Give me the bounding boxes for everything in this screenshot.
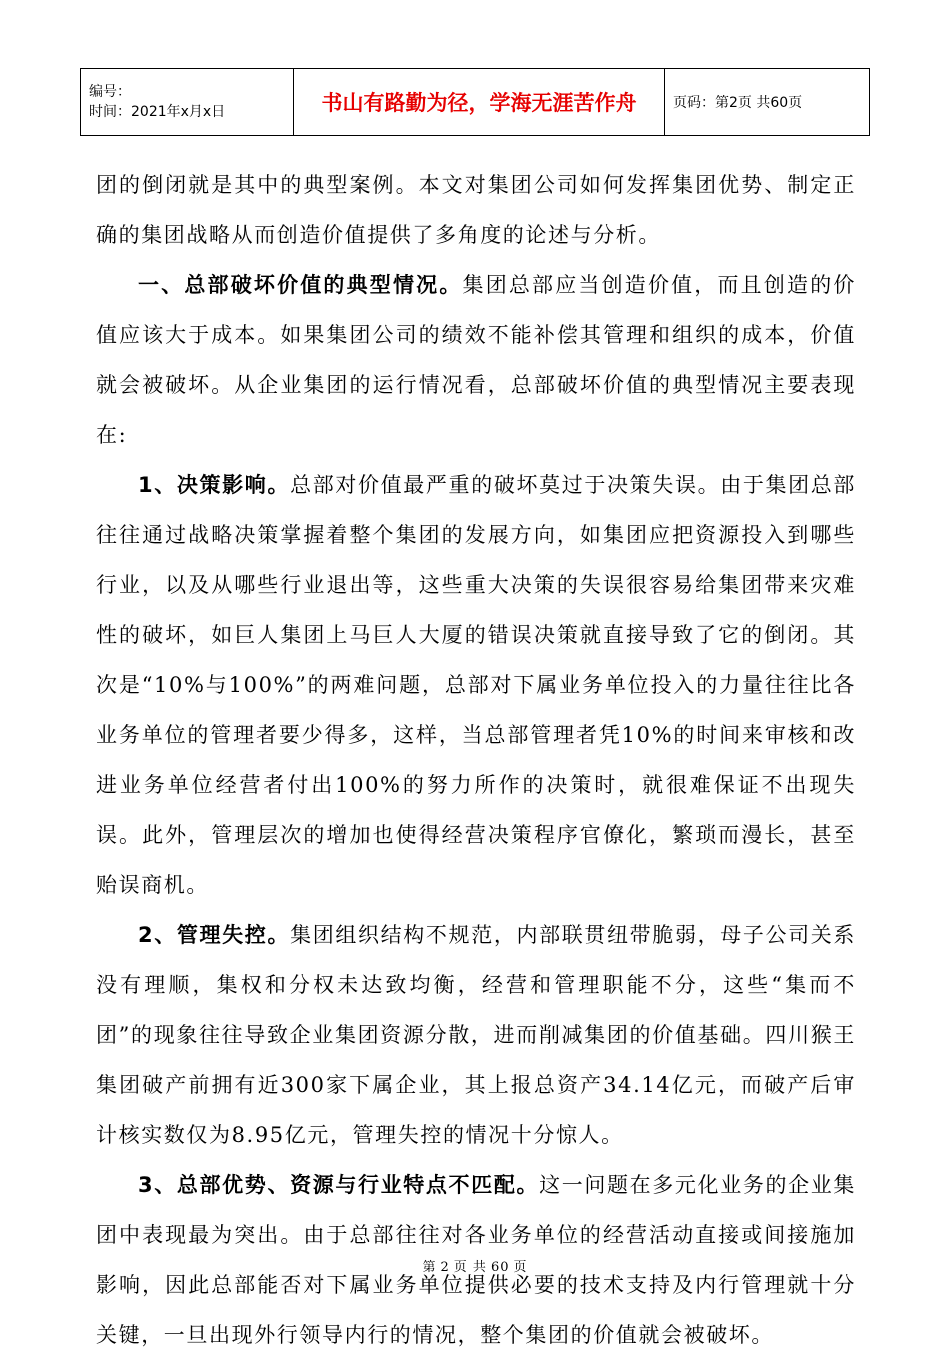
paragraph-text: 总部对价值最严重的破坏莫过于决策失误。由于集团总部往往通过战略决策掌握着整个集团的发展方向，如集团应把资源投入到哪些行业，以及从哪些行业退出等，这些重大决策的失误很容易给集团带来灾难性的破坏，如巨人集团上马巨人大厦的错误决策就直接导致了它的倒闭。其次是“10%与100%”的两难问题，总部对下属业务单位投入的力量往往比各业务单位的管理者要少得多，这样，当总部管理者凭10%的时间来审核和改进业务单位经营者付出100%的努力所作的决策时，就很难保证不出现失误。此外，管理层次的增加也使得经营决策程序官僚化，繁琐而漫长，甚至贻误商机。 bbox=[96, 473, 857, 897]
paragraph bbox=[96, 910, 856, 1160]
paragraph bbox=[96, 460, 856, 910]
footer-prefix: 第 bbox=[422, 1260, 437, 1275]
document-number-label: 编号： bbox=[89, 84, 131, 100]
section-heading: 3、总部优势、资源与行业特点不匹配。 bbox=[138, 1173, 540, 1197]
header-meta bbox=[81, 69, 294, 136]
paragraph-text: 这一问题在多元化业务的企业集团中表现最为突出。由于总部往往对各业务单位的经营活动直接或间接施加影响，因此总部能否对下属业务单位提供必要的技术支持及内行管理就十分关键，一旦出现外行领导内行的情况，整个集团的价值就会被破坏。 bbox=[96, 1173, 856, 1347]
document-body bbox=[96, 160, 856, 1360]
paragraph-text: 集团组织结构不规范，内部联贯纽带脆弱，母子公司关系没有理顺，集权和分权未达致均衡，经营和管理职能不分，这些“集而不团”的现象往往导致企业集团资源分散，进而削减集团的价值基础。四川猴王集团破产前拥有近300家下属企业，其上报总资产34.14亿元，而破产后审计核实数仅为8.95亿元，管理失控的情况十分惊人。 bbox=[96, 923, 857, 1147]
paragraph bbox=[96, 260, 856, 460]
section-heading: 1、决策影响。 bbox=[138, 473, 291, 497]
footer-page-number: 2 bbox=[440, 1260, 450, 1275]
document-date: 时间：2021年x月x日 bbox=[89, 104, 226, 120]
page-header bbox=[80, 68, 870, 136]
footer-total-pages: 60 bbox=[490, 1260, 510, 1275]
header-page-info: 页码：第2页 共60页 bbox=[665, 69, 870, 136]
paragraph-text: 团的倒闭就是其中的典型案例。本文对集团公司如何发挥集团优势、制定正确的集团战略从而创造价值提供了多角度的论述与分析。 bbox=[96, 173, 856, 247]
paragraph bbox=[96, 160, 856, 260]
section-heading: 一、总部破坏价值的典型情况。 bbox=[138, 273, 463, 297]
paragraph-text: 集团总部应当创造价值，而且创造的价值应该大于成本。如果集团公司的绩效不能补偿其管理和组织的成本，价值就会被破坏。从企业集团的运行情况看，总部破坏价值的典型情况主要表现在: bbox=[96, 273, 856, 447]
page-footer bbox=[0, 1256, 950, 1275]
footer-suffix: 页 bbox=[513, 1260, 528, 1275]
header-motto: 书山有路勤为径，学海无涯苦作舟 bbox=[294, 69, 665, 136]
section-heading: 2、管理失控。 bbox=[138, 923, 291, 947]
footer-middle: 页 共 bbox=[453, 1260, 487, 1275]
